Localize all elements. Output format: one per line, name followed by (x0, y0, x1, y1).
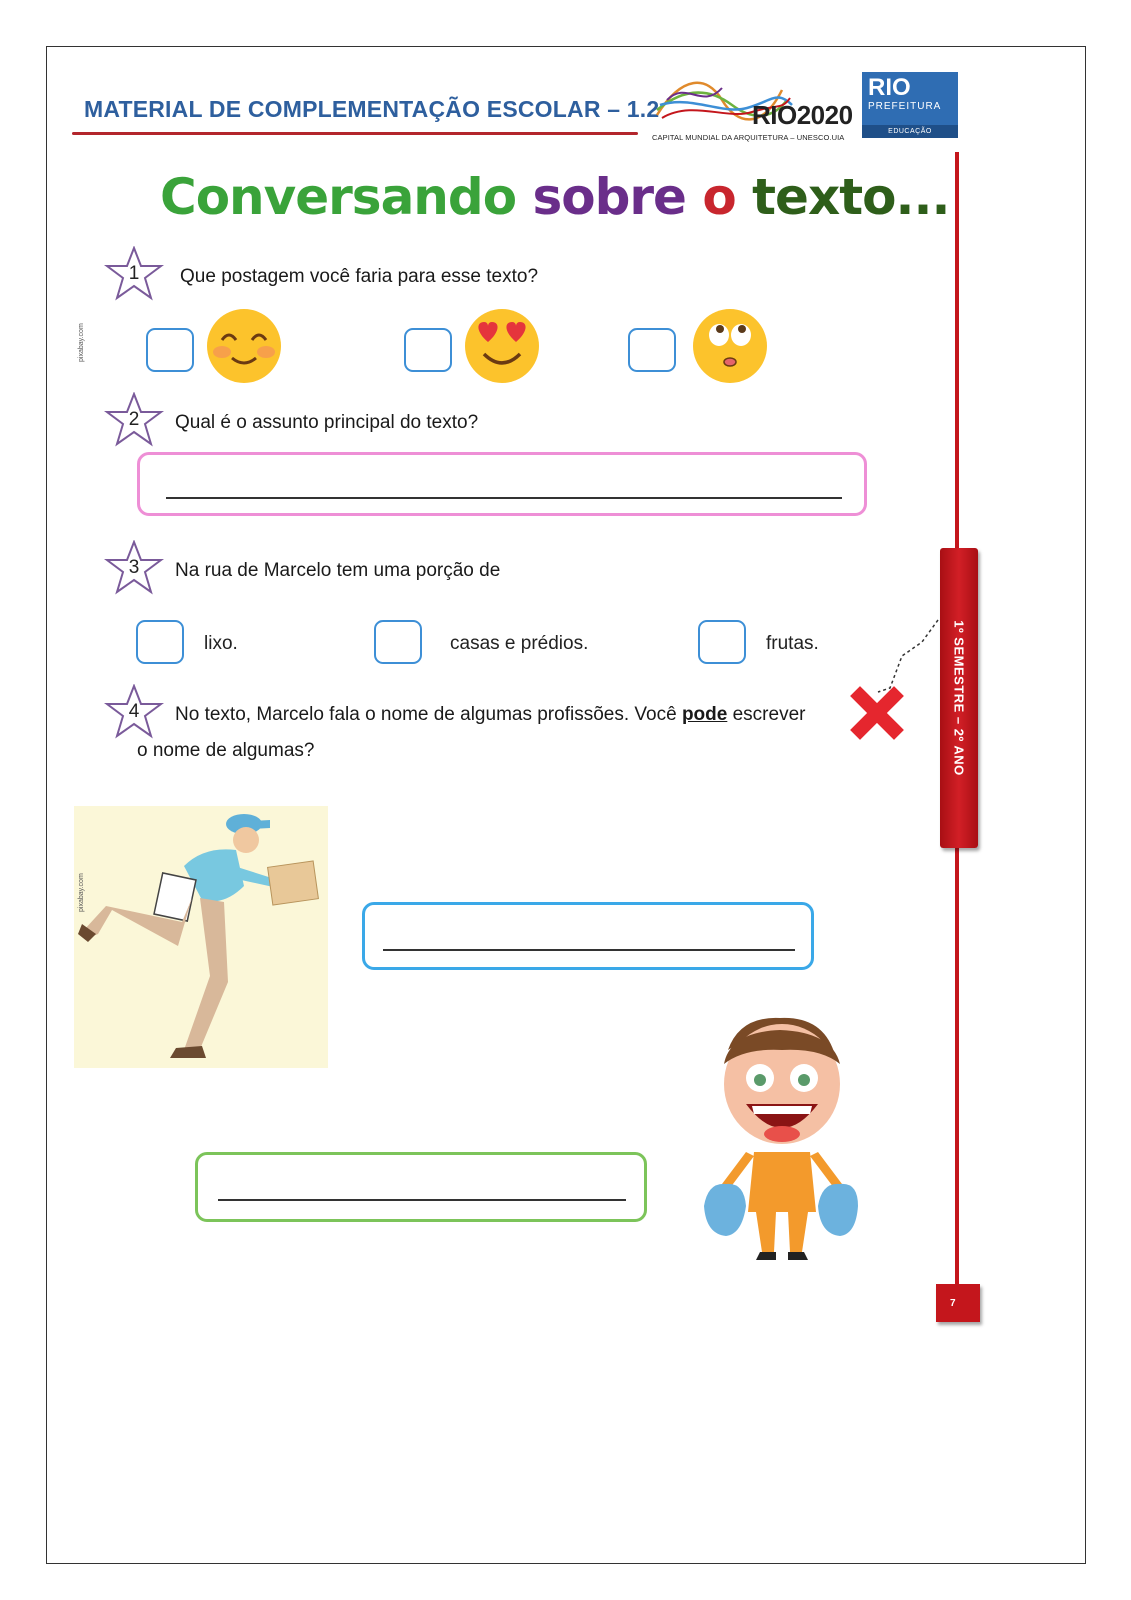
prefeitura-logo-sub: PREFEITURA (868, 101, 942, 112)
header-rule (72, 132, 638, 135)
question-2-text: Qual é o assunto principal do texto? (175, 412, 479, 433)
side-tab-label: 1º SEMESTRE – 2º ANO (951, 620, 967, 776)
question-4-answer-box-2[interactable] (195, 1152, 647, 1222)
q3-option-3-label: frutas. (766, 633, 819, 654)
question-2-answer-line (166, 497, 842, 499)
question-4-number: 4 (128, 701, 140, 722)
question-4-text (175, 704, 805, 726)
title-word-4: texto... (752, 168, 950, 226)
prefeitura-logo (862, 72, 958, 138)
question-4-text-before: No texto, Marcelo fala o nome de algumas profissões. Você (175, 704, 682, 725)
delivery-man-illustration (74, 806, 328, 1068)
q3-option-1-checkbox[interactable] (136, 620, 184, 664)
heart-eyes-emoji-icon (462, 306, 542, 386)
q1-option-3-checkbox[interactable] (628, 328, 676, 372)
title-word-1: Conversando (160, 168, 517, 226)
question-4-answer-line-2 (218, 1199, 626, 1201)
prefeitura-logo-rio: RIO (868, 74, 911, 101)
q3-option-1-label: lixo. (204, 633, 238, 654)
question-2-answer-box[interactable] (137, 452, 867, 516)
q3-option-3-checkbox[interactable] (698, 620, 746, 664)
prefeitura-logo-dept: EDUCAÇÃO (862, 125, 958, 138)
question-1-star-icon (104, 246, 164, 302)
title-word-3: o (702, 168, 736, 226)
question-2-star-icon (104, 392, 164, 448)
title-word-2: sobre (532, 168, 686, 226)
question-1-text: Que postagem você faria para esse texto? (180, 266, 539, 287)
question-4-answer-box-1[interactable] (362, 902, 814, 970)
garbage-collector-illustration (700, 1012, 860, 1268)
page-number: 7 (950, 1298, 956, 1309)
page-title (160, 168, 949, 226)
image-credit-2: pixabay.com (78, 873, 85, 912)
page-number-box (936, 1284, 980, 1322)
question-3-number: 3 (128, 557, 140, 578)
red-x-icon (850, 612, 950, 746)
q3-option-2-label: casas e prédios. (450, 633, 589, 654)
smiling-blushing-emoji-icon (204, 306, 284, 386)
question-4-emphasis: pode (681, 704, 728, 725)
header-title: MATERIAL DE COMPLEMENTAÇÃO ESCOLAR – 1.2 (84, 96, 660, 122)
question-4-answer-line-1 (383, 949, 795, 951)
image-credit-1: pixabay.com (78, 323, 85, 362)
question-3-text: Na rua de Marcelo tem uma porção de (175, 560, 501, 581)
question-3-star-icon (104, 540, 164, 596)
question-4-star-icon (104, 684, 164, 740)
question-4-text-line2: o nome de algumas? (137, 740, 315, 761)
question-1-number: 1 (128, 263, 140, 284)
q1-option-1-checkbox[interactable] (146, 328, 194, 372)
rio2020-logo-text: RIO2020 (752, 100, 853, 130)
question-2-number: 2 (128, 409, 140, 430)
q3-option-2-checkbox[interactable] (374, 620, 422, 664)
question-4-text-after: escrever (727, 704, 806, 725)
eye-roll-emoji-icon (690, 306, 770, 386)
q1-option-2-checkbox[interactable] (404, 328, 452, 372)
rio2020-logo-caption: CAPITAL MUNDIAL DA ARQUITETURA – UNESCO.UIA (652, 133, 845, 142)
